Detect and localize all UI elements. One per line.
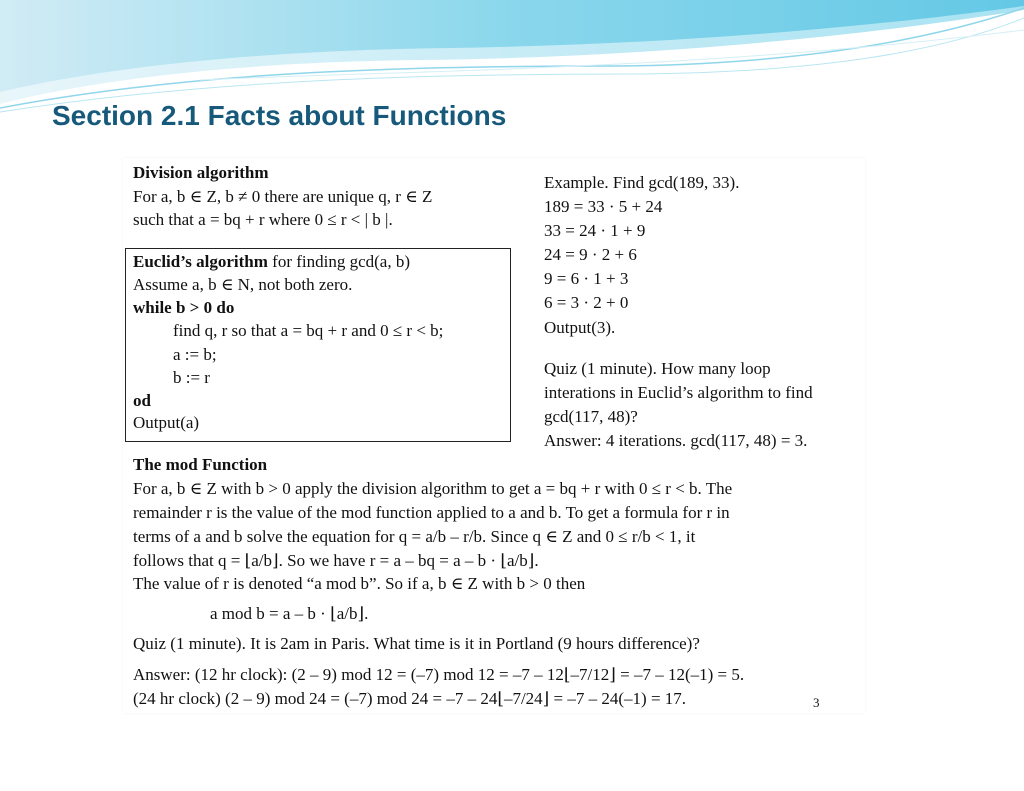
quiz1-line: interations in Euclid’s algorithm to find: [544, 383, 813, 402]
example-line: 189 = 33 · 5 + 24: [544, 197, 663, 216]
mod-line: For a, b ∈ Z with b > 0 apply the division algorithm to get a = bq + r with 0 ≤ r < b. The: [133, 479, 733, 498]
euclid-line: a := b;: [173, 345, 217, 364]
quiz1-line: gcd(117, 48)?: [544, 407, 638, 426]
mod-heading: The mod Function: [133, 455, 268, 474]
euclid-line: find q, r so that a = bq + r and 0 ≤ r < b;: [173, 321, 444, 340]
euclid-line: Assume a, b ∈ N, not both zero.: [133, 275, 353, 294]
quiz1-line: Quiz (1 minute). How many loop: [544, 359, 771, 378]
division-heading: Division algorithm: [133, 163, 269, 182]
euclid-line: while b > 0 do: [133, 298, 235, 317]
example-line: 24 = 9 · 2 + 6: [544, 245, 637, 264]
example-line: 33 = 24 · 1 + 9: [544, 221, 646, 240]
quiz2-answer-12hr: Answer: (12 hr clock): (2 – 9) mod 12 = (–7) mod 12 = –7 – 12⌊–7/12⌋ = –7 – 12(–1) = 5.: [133, 665, 745, 684]
example-line: 6 = 3 · 2 + 0: [544, 293, 629, 312]
example-line: Output(3).: [544, 318, 616, 337]
euclid-heading: [133, 251, 410, 273]
mod-line: terms of a and b solve the equation for q = a/b – r/b. Since q ∈ Z and 0 ≤ r/b < 1, it: [133, 527, 696, 546]
example-line: Example. Find gcd(189, 33).: [544, 173, 740, 192]
example-line: 9 = 6 · 1 + 3: [544, 269, 629, 288]
mod-line: remainder r is the value of the mod function applied to a and b. To get a formula for r in: [133, 503, 730, 522]
mod-line: follows that q = ⌊a/b⌋. So we have r = a – bq = a – b · ⌊a/b⌋.: [133, 551, 539, 570]
euclid-line: od: [133, 391, 151, 410]
quiz1-answer: Answer: 4 iterations. gcd(117, 48) = 3.: [544, 431, 808, 450]
slide-title: Section 2.1 Facts about Functions: [52, 100, 507, 131]
mod-formula: a mod b = a – b · ⌊a/b⌋.: [210, 604, 369, 623]
division-line-1: For a, b ∈ Z, b ≠ 0 there are unique q, r ∈ Z: [133, 187, 433, 206]
mod-line: The value of r is denoted “a mod b”. So if a, b ∈ Z with b > 0 then: [133, 574, 586, 593]
euclid-heading-bold: Euclid’s algorithm: [133, 252, 268, 271]
quiz2-question: Quiz (1 minute). It is 2am in Paris. What time is it in Portland (9 hours difference)?: [133, 634, 700, 653]
euclid-line: b := r: [173, 368, 210, 387]
euclid-heading-rest: for finding gcd(a, b): [267, 252, 410, 271]
quiz2-answer-24hr: (24 hr clock) (2 – 9) mod 24 = (–7) mod 24 = –7 – 24⌊–7/24⌋ = –7 – 24(–1) = 17.: [133, 689, 687, 708]
division-line-2: such that a = bq + r where 0 ≤ r < | b |.: [133, 210, 393, 229]
page-number: 3: [813, 695, 820, 710]
euclid-line: Output(a): [133, 413, 200, 432]
